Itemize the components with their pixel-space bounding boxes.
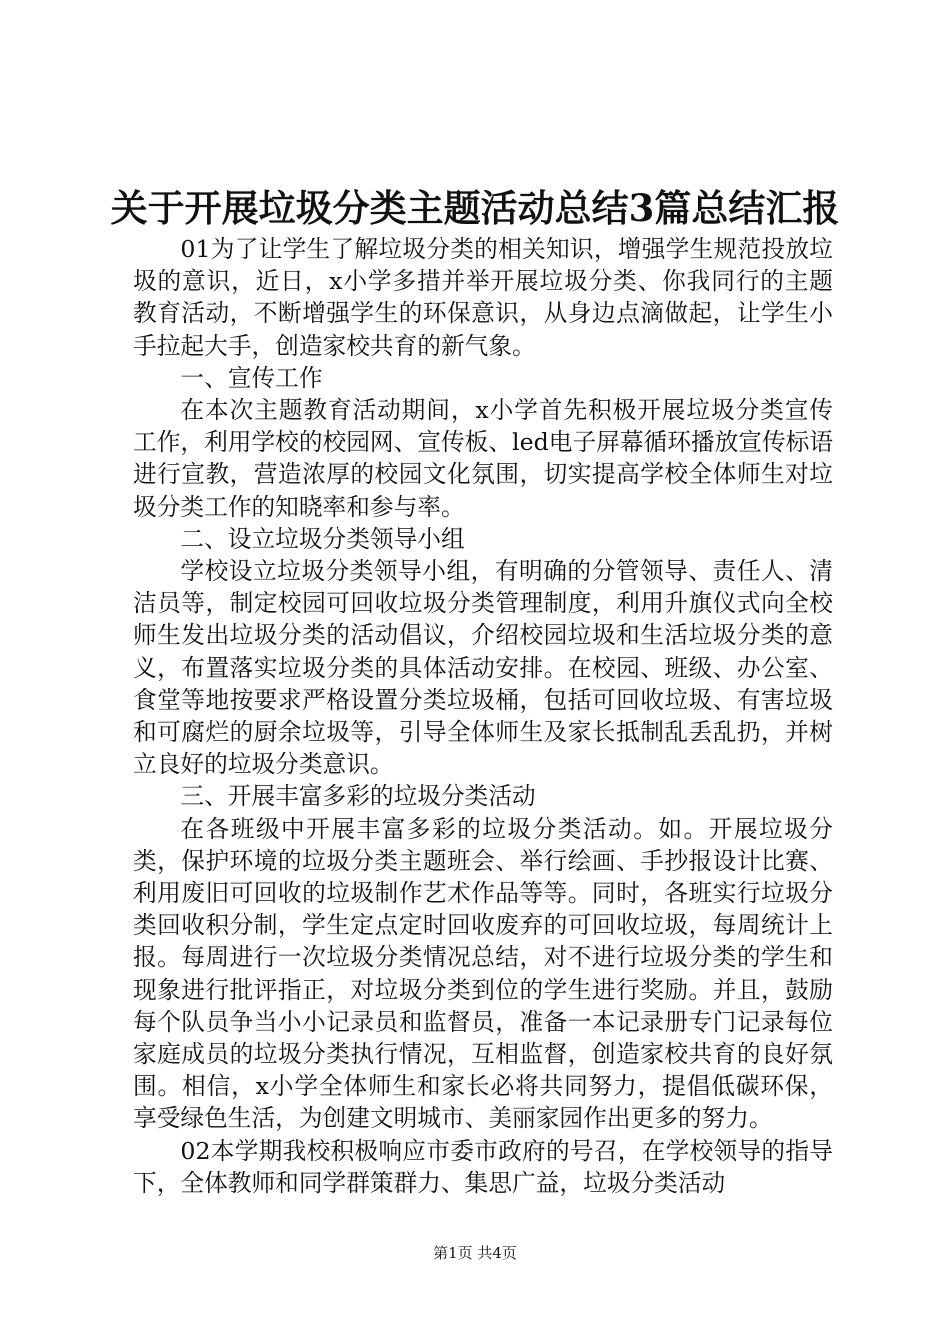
document-body — [133, 233, 833, 1199]
page-footer: 第1页 共4页 — [433, 1244, 517, 1262]
section-heading-leadership-group: 二、设立垃圾分类领导小组 — [180, 524, 465, 553]
section-heading-activities: 三、开展丰富多彩的垃圾分类活动 — [180, 782, 536, 811]
paragraph-second-summary: 02本学期我校积极响应市委市政府的号召，在学校领导的指导下，全体教师和同学群策群力、集思广益，垃圾分类活动 — [133, 1136, 833, 1197]
section-heading-publicity: 一、宣传工作 — [180, 363, 323, 392]
paragraph-leadership-group: 学校设立垃圾分类领导小组，有明确的分管领导、责任人、清洁员等，制定校园可回收垃圾分类管理制度，利用升旗仪式向全校师生发出垃圾分类的活动倡议，介绍校园垃圾和生活垃圾分类的意义，布置落实垃圾分类的具体活动安排。在校园、班级、办公室、食堂等地按要求严格设置分类垃圾桶，包括可回收垃圾、有害垃圾和可腐烂的厨余垃圾等，引导全体师生及家长抵制乱丢乱扔，并树立良好的垃圾分类意识。 — [133, 557, 833, 779]
document-title: 关于开展垃圾分类主题活动总结3篇总结汇报 — [110, 186, 840, 230]
paragraph-publicity: 在本次主题教育活动期间，x小学首先积极开展垃圾分类宣传工作，利用学校的校园网、宣传板、led电子屏幕循环播放宣传标语进行宣教，营造浓厚的校园文化氛围，切实提高学校全体师生对垃圾分类工作的知晓率和参与率。 — [133, 396, 834, 521]
paragraph-intro: 01为了让学生了解垃圾分类的相关知识，增强学生规范投放垃圾的意识，近日，x小学多措并举开展垃圾分类、你我同行的主题教育活动，不断增强学生的环保意识，从身边点滴做起，让学生小手拉起大手，创造家校共育的新气象。 — [133, 235, 833, 360]
paragraph-activities: 在各班级中开展丰富多彩的垃圾分类活动。如。开展垃圾分类，保护环境的垃圾分类主题班会、举行绘画、手抄报设计比赛、利用废旧可回收的垃圾制作艺术作品等等。同时，各班实行垃圾分类回收积分制，学生定点定时回收废弃的可回收垃圾，每周统计上报。每周进行一次垃圾分类情况总结，对不进行垃圾分类的学生和现象进行批评指正，对垃圾分类到位的学生进行奖励。并且，鼓励每个队员争当小小记录员和监督员，准备一本记录册专门记录每位家庭成员的垃圾分类执行情况，互相监督，创造家校共育的良好氛围。相信，x小学全体师生和家长必将共同努力，提倡低碳环保，享受绿色生活，为创建文明城市、美丽家园作出更多的努力。 — [133, 814, 833, 1133]
